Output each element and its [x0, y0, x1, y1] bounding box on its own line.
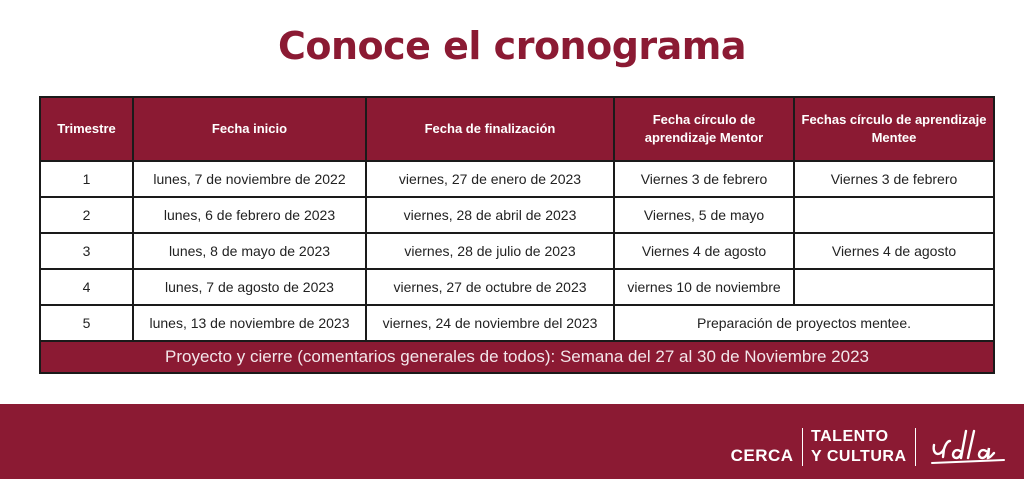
- cell-preparacion: Preparación de proyectos mentee.: [614, 305, 994, 341]
- table-header-row: [40, 97, 994, 161]
- cell-circulo-mentee: Viernes 4 de agosto: [794, 233, 994, 269]
- cell-circulo-mentee: [794, 197, 994, 233]
- cell-trimestre: 3: [40, 233, 133, 269]
- cell-fecha-inicio: lunes, 7 de noviembre de 2022: [133, 161, 366, 197]
- table-row: [40, 305, 994, 341]
- page-title: Conoce el cronograma: [277, 24, 747, 68]
- cell-trimestre: 2: [40, 197, 133, 233]
- header-fecha-finalizacion: Fecha de finalización: [366, 97, 614, 161]
- table-row: [40, 269, 994, 305]
- table-row: [40, 233, 994, 269]
- cell-fecha-inicio: lunes, 6 de febrero de 2023: [133, 197, 366, 233]
- cell-trimestre: 1: [40, 161, 133, 197]
- brand-divider: [802, 428, 804, 466]
- cell-circulo-mentor: viernes 10 de noviembre: [614, 269, 794, 305]
- cell-circulo-mentee: [794, 269, 994, 305]
- footer-note: Proyecto y cierre (comentarios generales de todos): Semana del 27 al 30 de Noviembre 2023: [40, 341, 994, 373]
- brand-talento: TALENTO: [811, 428, 889, 445]
- cell-circulo-mentee: Viernes 3 de febrero: [794, 161, 994, 197]
- cell-trimestre: 5: [40, 305, 133, 341]
- brand-cultura: Y CULTURA: [811, 448, 907, 465]
- table-row: [40, 197, 994, 233]
- table-row: [40, 161, 994, 197]
- cell-fecha-finalizacion: viernes, 27 de enero de 2023: [366, 161, 614, 197]
- cell-fecha-finalizacion: viernes, 28 de julio de 2023: [366, 233, 614, 269]
- cell-fecha-finalizacion: viernes, 24 de noviembre del 2023: [366, 305, 614, 341]
- cell-fecha-finalizacion: viernes, 28 de abril de 2023: [366, 197, 614, 233]
- brand-cerca: CERCA: [730, 446, 794, 465]
- cell-fecha-inicio: lunes, 13 de noviembre de 2023: [133, 305, 366, 341]
- header-trimestre: Trimestre: [40, 97, 133, 161]
- cell-trimestre: 4: [40, 269, 133, 305]
- brand-divider: [915, 428, 917, 466]
- brand-block: [731, 426, 1006, 468]
- header-circulo-mentor: Fecha círculo de aprendizaje Mentor: [614, 97, 794, 161]
- schedule-table: [39, 96, 995, 374]
- footer-band: [0, 404, 1024, 479]
- cell-fecha-finalizacion: viernes, 27 de octubre de 2023: [366, 269, 614, 305]
- cell-circulo-mentor: Viernes 4 de agosto: [614, 233, 794, 269]
- cell-circulo-mentor: Viernes, 5 de mayo: [614, 197, 794, 233]
- udla-logo-icon: [930, 427, 1006, 467]
- brand-talento-cultura: [811, 427, 906, 467]
- header-circulo-mentee: Fechas círculo de aprendizaje Mentee: [794, 97, 994, 161]
- cell-fecha-inicio: lunes, 7 de agosto de 2023: [133, 269, 366, 305]
- cell-circulo-mentor: Viernes 3 de febrero: [614, 161, 794, 197]
- table-footer-row: [40, 341, 994, 373]
- header-fecha-inicio: Fecha inicio: [133, 97, 366, 161]
- cell-fecha-inicio: lunes, 8 de mayo de 2023: [133, 233, 366, 269]
